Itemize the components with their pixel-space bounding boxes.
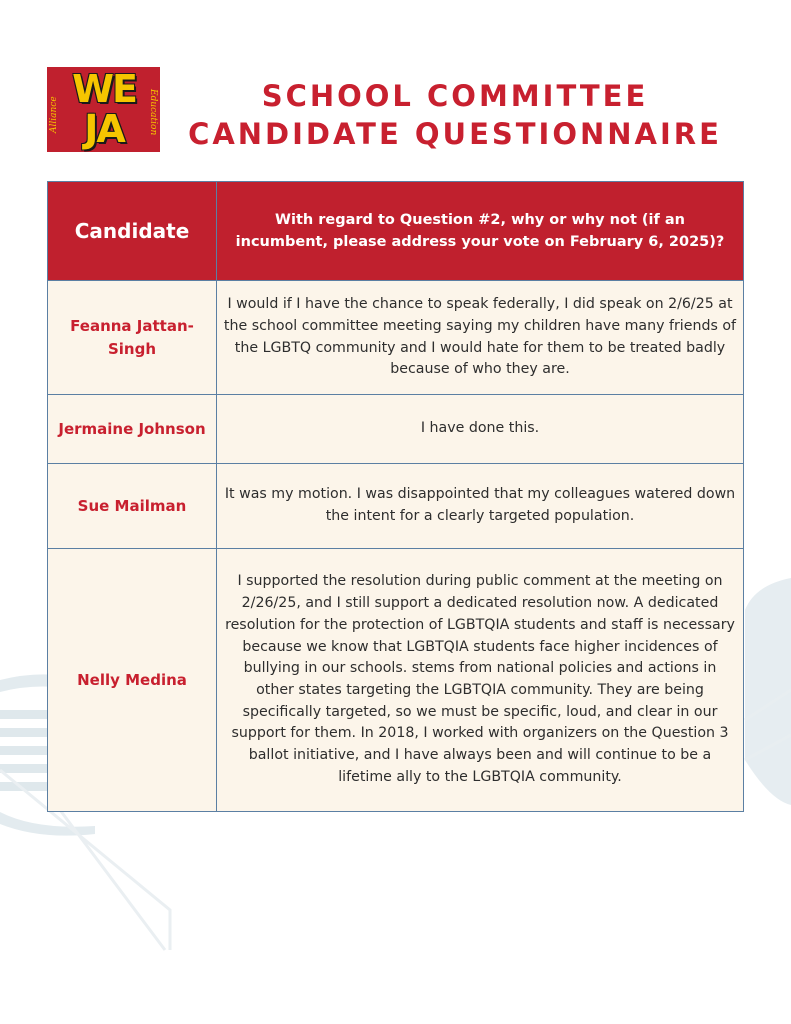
table-row: [48, 549, 744, 812]
title-line-1: SCHOOL COMMITTEE: [261, 79, 649, 113]
candidate-name: Sue Mailman: [48, 464, 217, 549]
logo-side-text-right: Education: [148, 88, 158, 136]
weja-logo: [47, 67, 160, 152]
table-header-row: [48, 182, 744, 281]
column-header-question: With regard to Question #2, why or why not (if an incumbent, please address your vote on February 6, 2025)?: [217, 182, 744, 281]
candidate-name: Nelly Medina: [48, 549, 217, 812]
logo-side-text-left: Alliance: [49, 96, 59, 134]
table-row: [48, 464, 744, 549]
logo-letters-bottom: JA: [84, 107, 124, 151]
questionnaire-table: [47, 181, 744, 812]
candidate-name: Feanna Jattan-Singh: [48, 281, 217, 395]
table-row: [48, 395, 744, 464]
candidate-response: I supported the resolution during public comment at the meeting on 2/26/25, and I still support a dedicated resolution now. A dedicated resolution for the protection of LGBTQIA students and staff is necessary because we know that LGBTQIA students face higher incidences of bullying in our schools. stems from national policies and actions in other states targeting the LGBTQIA community. They are being specifically targeted, so we must be specific, loud, and clear in our support for them. In 2018, I worked with organizers on the Question 3 ballot initiative, and I have always been and will continue to be a lifetime ally to the LGBTQIA community.: [217, 549, 744, 812]
title-line-2: CANDIDATE QUESTIONNAIRE: [188, 117, 722, 151]
column-header-candidate: Candidate: [48, 182, 217, 281]
candidate-response: I would if I have the chance to speak federally, I did speak on 2/6/25 at the school committee meeting saying my children have many friends of the LGBTQ community and I would hate for them to be treated badly because of who they are.: [217, 281, 744, 395]
candidate-response: I have done this.: [217, 395, 744, 464]
logo-letters: [61, 69, 147, 151]
table-row: [48, 281, 744, 395]
page-title: [160, 78, 750, 154]
candidate-response: It was my motion. I was disappointed that my colleagues watered down the intent for a clearly targeted population.: [217, 464, 744, 549]
logo-letters-top: WE: [72, 67, 136, 111]
right-decor-circle: [745, 578, 791, 805]
candidate-name: Jermaine Johnson: [48, 395, 217, 464]
